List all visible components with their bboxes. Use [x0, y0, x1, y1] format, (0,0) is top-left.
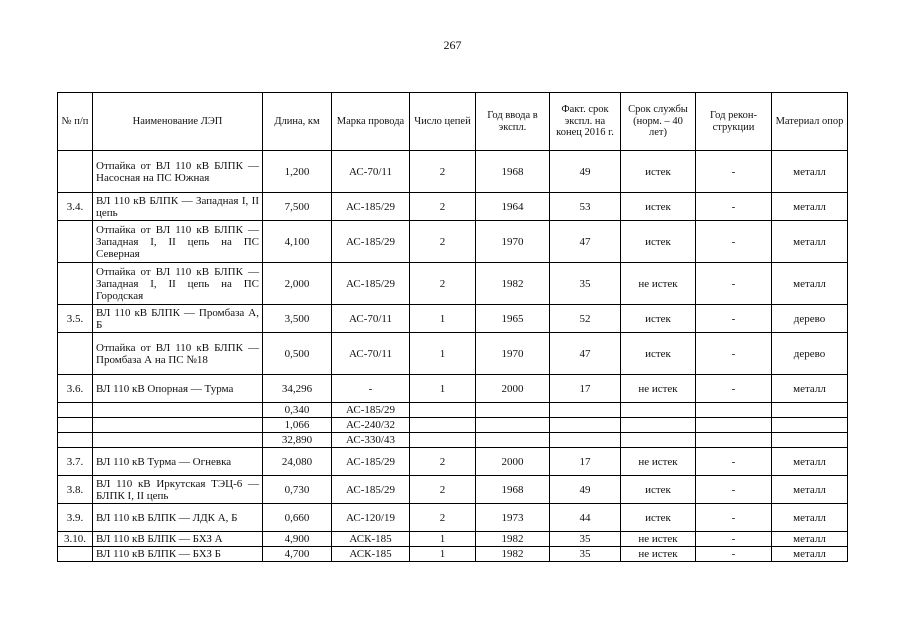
cell-commission-year: 1973 — [476, 504, 550, 532]
cell-actual-service: 52 — [550, 305, 621, 333]
cell-support-material: дерево — [772, 333, 848, 375]
cell-line-name: Отпайка от ВЛ 110 кВ БЛПК — Насосная на ПС Южная — [93, 151, 263, 193]
cell-actual-service: 44 — [550, 504, 621, 532]
cell-index: 3.9. — [58, 504, 93, 532]
cell-index: 3.7. — [58, 448, 93, 476]
cell-reconstruction-year: - — [696, 193, 772, 221]
cell-service-life: не истек — [621, 547, 696, 562]
cell-circuits: 2 — [410, 151, 476, 193]
cell-actual-service: 35 — [550, 263, 621, 305]
cell-service-life: истек — [621, 193, 696, 221]
cell-actual-service: 17 — [550, 448, 621, 476]
cell-actual-service: 17 — [550, 375, 621, 403]
cell-support-material: металл — [772, 532, 848, 547]
cell-wire-brand: АС-185/29 — [332, 193, 410, 221]
cell-wire-brand: АСК-185 — [332, 547, 410, 562]
cell-length: 32,890 — [263, 433, 332, 448]
cell-index — [58, 263, 93, 305]
header-actual-service: Факт. срок экспл. на конец 2016 г. — [550, 93, 621, 151]
cell-length: 1,200 — [263, 151, 332, 193]
cell-length: 0,500 — [263, 333, 332, 375]
cell-index — [58, 151, 93, 193]
cell-circuits: 2 — [410, 476, 476, 504]
table-row — [58, 448, 848, 476]
cell-support-material — [772, 433, 848, 448]
cell-reconstruction-year: - — [696, 151, 772, 193]
cell-commission-year: 1970 — [476, 221, 550, 263]
cell-commission-year — [476, 403, 550, 418]
cell-wire-brand: АС-70/11 — [332, 333, 410, 375]
cell-circuits — [410, 418, 476, 433]
cell-index — [58, 433, 93, 448]
table-row — [58, 476, 848, 504]
cell-wire-brand: АС-70/11 — [332, 151, 410, 193]
cell-support-material: металл — [772, 263, 848, 305]
cell-actual-service: 49 — [550, 476, 621, 504]
cell-actual-service — [550, 418, 621, 433]
cell-support-material: металл — [772, 375, 848, 403]
cell-circuits: 2 — [410, 221, 476, 263]
cell-wire-brand: АС-185/29 — [332, 263, 410, 305]
cell-wire-brand: АС-330/43 — [332, 433, 410, 448]
table-row — [58, 375, 848, 403]
table-row — [58, 151, 848, 193]
cell-reconstruction-year: - — [696, 547, 772, 562]
cell-wire-brand: АС-185/29 — [332, 221, 410, 263]
cell-reconstruction-year: - — [696, 305, 772, 333]
cell-line-name: Отпайка от ВЛ 110 кВ БЛПК — Западная I, II цепь на ПС Городская — [93, 263, 263, 305]
cell-length: 4,100 — [263, 221, 332, 263]
cell-commission-year: 2000 — [476, 448, 550, 476]
table-header-row — [58, 93, 848, 151]
cell-commission-year — [476, 418, 550, 433]
cell-circuits: 1 — [410, 532, 476, 547]
cell-index: 3.6. — [58, 375, 93, 403]
cell-actual-service: 49 — [550, 151, 621, 193]
cell-length: 7,500 — [263, 193, 332, 221]
cell-line-name — [93, 418, 263, 433]
table-row — [58, 433, 848, 448]
cell-support-material: дерево — [772, 305, 848, 333]
table-row — [58, 547, 848, 562]
cell-support-material — [772, 418, 848, 433]
cell-service-life — [621, 418, 696, 433]
cell-wire-brand: АС-185/29 — [332, 403, 410, 418]
cell-reconstruction-year — [696, 433, 772, 448]
cell-support-material: металл — [772, 448, 848, 476]
cell-service-life: не истек — [621, 263, 696, 305]
table-row — [58, 305, 848, 333]
cell-actual-service: 35 — [550, 547, 621, 562]
cell-commission-year: 1982 — [476, 263, 550, 305]
cell-service-life: не истек — [621, 532, 696, 547]
cell-actual-service — [550, 433, 621, 448]
cell-circuits: 2 — [410, 263, 476, 305]
cell-commission-year: 1965 — [476, 305, 550, 333]
cell-circuits: 2 — [410, 504, 476, 532]
cell-support-material: металл — [772, 193, 848, 221]
cell-index: 3.4. — [58, 193, 93, 221]
cell-length: 3,500 — [263, 305, 332, 333]
cell-service-life: истек — [621, 333, 696, 375]
cell-line-name: ВЛ 110 кВ БЛПК — Промбаза А, Б — [93, 305, 263, 333]
table-row — [58, 333, 848, 375]
cell-service-life: истек — [621, 476, 696, 504]
cell-index — [58, 221, 93, 263]
cell-line-name: ВЛ 110 кВ БЛПК — БХЗ А — [93, 532, 263, 547]
cell-commission-year: 1968 — [476, 151, 550, 193]
cell-line-name: ВЛ 110 кВ Турма — Огневка — [93, 448, 263, 476]
cell-commission-year — [476, 433, 550, 448]
cell-circuits — [410, 403, 476, 418]
cell-wire-brand: АС-120/19 — [332, 504, 410, 532]
cell-line-name: Отпайка от ВЛ 110 кВ БЛПК — Западная I, II цепь на ПС Северная — [93, 221, 263, 263]
cell-circuits: 1 — [410, 305, 476, 333]
header-index: № п/п — [58, 93, 93, 151]
cell-wire-brand: АСК-185 — [332, 532, 410, 547]
cell-line-name — [93, 433, 263, 448]
cell-commission-year: 1982 — [476, 547, 550, 562]
table-row — [58, 418, 848, 433]
cell-line-name: ВЛ 110 кВ Иркутская ТЭЦ-6 — БЛПК I, II цепь — [93, 476, 263, 504]
cell-support-material: металл — [772, 476, 848, 504]
cell-actual-service: 35 — [550, 532, 621, 547]
cell-support-material: металл — [772, 151, 848, 193]
cell-length: 24,080 — [263, 448, 332, 476]
header-circuits: Число цепей — [410, 93, 476, 151]
cell-wire-brand: АС-185/29 — [332, 448, 410, 476]
cell-index — [58, 418, 93, 433]
cell-reconstruction-year: - — [696, 375, 772, 403]
cell-support-material: металл — [772, 504, 848, 532]
header-support-material: Материал опор — [772, 93, 848, 151]
cell-reconstruction-year — [696, 403, 772, 418]
cell-actual-service: 53 — [550, 193, 621, 221]
cell-reconstruction-year: - — [696, 532, 772, 547]
cell-actual-service: 47 — [550, 221, 621, 263]
cell-length: 34,296 — [263, 375, 332, 403]
cell-service-life: не истек — [621, 375, 696, 403]
cell-index — [58, 403, 93, 418]
header-service-life: Срок службы (норм. – 40 лет) — [621, 93, 696, 151]
table-row — [58, 193, 848, 221]
cell-circuits — [410, 433, 476, 448]
cell-actual-service: 47 — [550, 333, 621, 375]
cell-circuits: 1 — [410, 333, 476, 375]
cell-line-name: ВЛ 110 кВ БЛПК — БХЗ Б — [93, 547, 263, 562]
power-lines-table — [57, 92, 848, 562]
cell-line-name: ВЛ 110 кВ БЛПК — ЛДК А, Б — [93, 504, 263, 532]
cell-line-name: ВЛ 110 кВ БЛПК — Западная I, II цепь — [93, 193, 263, 221]
cell-service-life: не истек — [621, 448, 696, 476]
cell-reconstruction-year: - — [696, 221, 772, 263]
header-length: Длина, км — [263, 93, 332, 151]
page-number: 267 — [443, 38, 462, 52]
cell-index: 3.5. — [58, 305, 93, 333]
cell-reconstruction-year: - — [696, 333, 772, 375]
cell-service-life: истек — [621, 221, 696, 263]
cell-index: 3.8. — [58, 476, 93, 504]
cell-service-life: истек — [621, 305, 696, 333]
cell-reconstruction-year — [696, 418, 772, 433]
table-row — [58, 221, 848, 263]
cell-commission-year: 1970 — [476, 333, 550, 375]
cell-circuits: 1 — [410, 375, 476, 403]
table-row — [58, 532, 848, 547]
cell-line-name: ВЛ 110 кВ Опорная — Турма — [93, 375, 263, 403]
cell-length: 0,340 — [263, 403, 332, 418]
cell-length: 0,660 — [263, 504, 332, 532]
cell-service-life: истек — [621, 504, 696, 532]
cell-service-life — [621, 403, 696, 418]
cell-support-material — [772, 403, 848, 418]
cell-length: 2,000 — [263, 263, 332, 305]
cell-commission-year: 2000 — [476, 375, 550, 403]
cell-index — [58, 333, 93, 375]
cell-index: 3.10. — [58, 532, 93, 547]
cell-service-life: истек — [621, 151, 696, 193]
cell-service-life — [621, 433, 696, 448]
cell-index — [58, 547, 93, 562]
header-reconstruction-year: Год рекон-струкции — [696, 93, 772, 151]
cell-line-name: Отпайка от ВЛ 110 кВ БЛПК — Промбаза А на ПС №18 — [93, 333, 263, 375]
cell-reconstruction-year: - — [696, 448, 772, 476]
cell-length: 1,066 — [263, 418, 332, 433]
table-row — [58, 263, 848, 305]
cell-wire-brand: АС-185/29 — [332, 476, 410, 504]
cell-length: 4,700 — [263, 547, 332, 562]
cell-commission-year: 1968 — [476, 476, 550, 504]
cell-wire-brand: - — [332, 375, 410, 403]
cell-commission-year: 1982 — [476, 532, 550, 547]
cell-wire-brand: АС-240/32 — [332, 418, 410, 433]
header-wire-brand: Марка провода — [332, 93, 410, 151]
cell-length: 0,730 — [263, 476, 332, 504]
cell-support-material: металл — [772, 547, 848, 562]
cell-wire-brand: АС-70/11 — [332, 305, 410, 333]
cell-reconstruction-year: - — [696, 263, 772, 305]
cell-support-material: металл — [772, 221, 848, 263]
cell-reconstruction-year: - — [696, 504, 772, 532]
cell-length: 4,900 — [263, 532, 332, 547]
cell-line-name — [93, 403, 263, 418]
table-row — [58, 403, 848, 418]
cell-circuits: 2 — [410, 193, 476, 221]
header-line-name: Наименование ЛЭП — [93, 93, 263, 151]
header-commission-year: Год ввода в экспл. — [476, 93, 550, 151]
table-row — [58, 504, 848, 532]
cell-actual-service — [550, 403, 621, 418]
cell-circuits: 1 — [410, 547, 476, 562]
cell-circuits: 2 — [410, 448, 476, 476]
cell-reconstruction-year: - — [696, 476, 772, 504]
cell-commission-year: 1964 — [476, 193, 550, 221]
